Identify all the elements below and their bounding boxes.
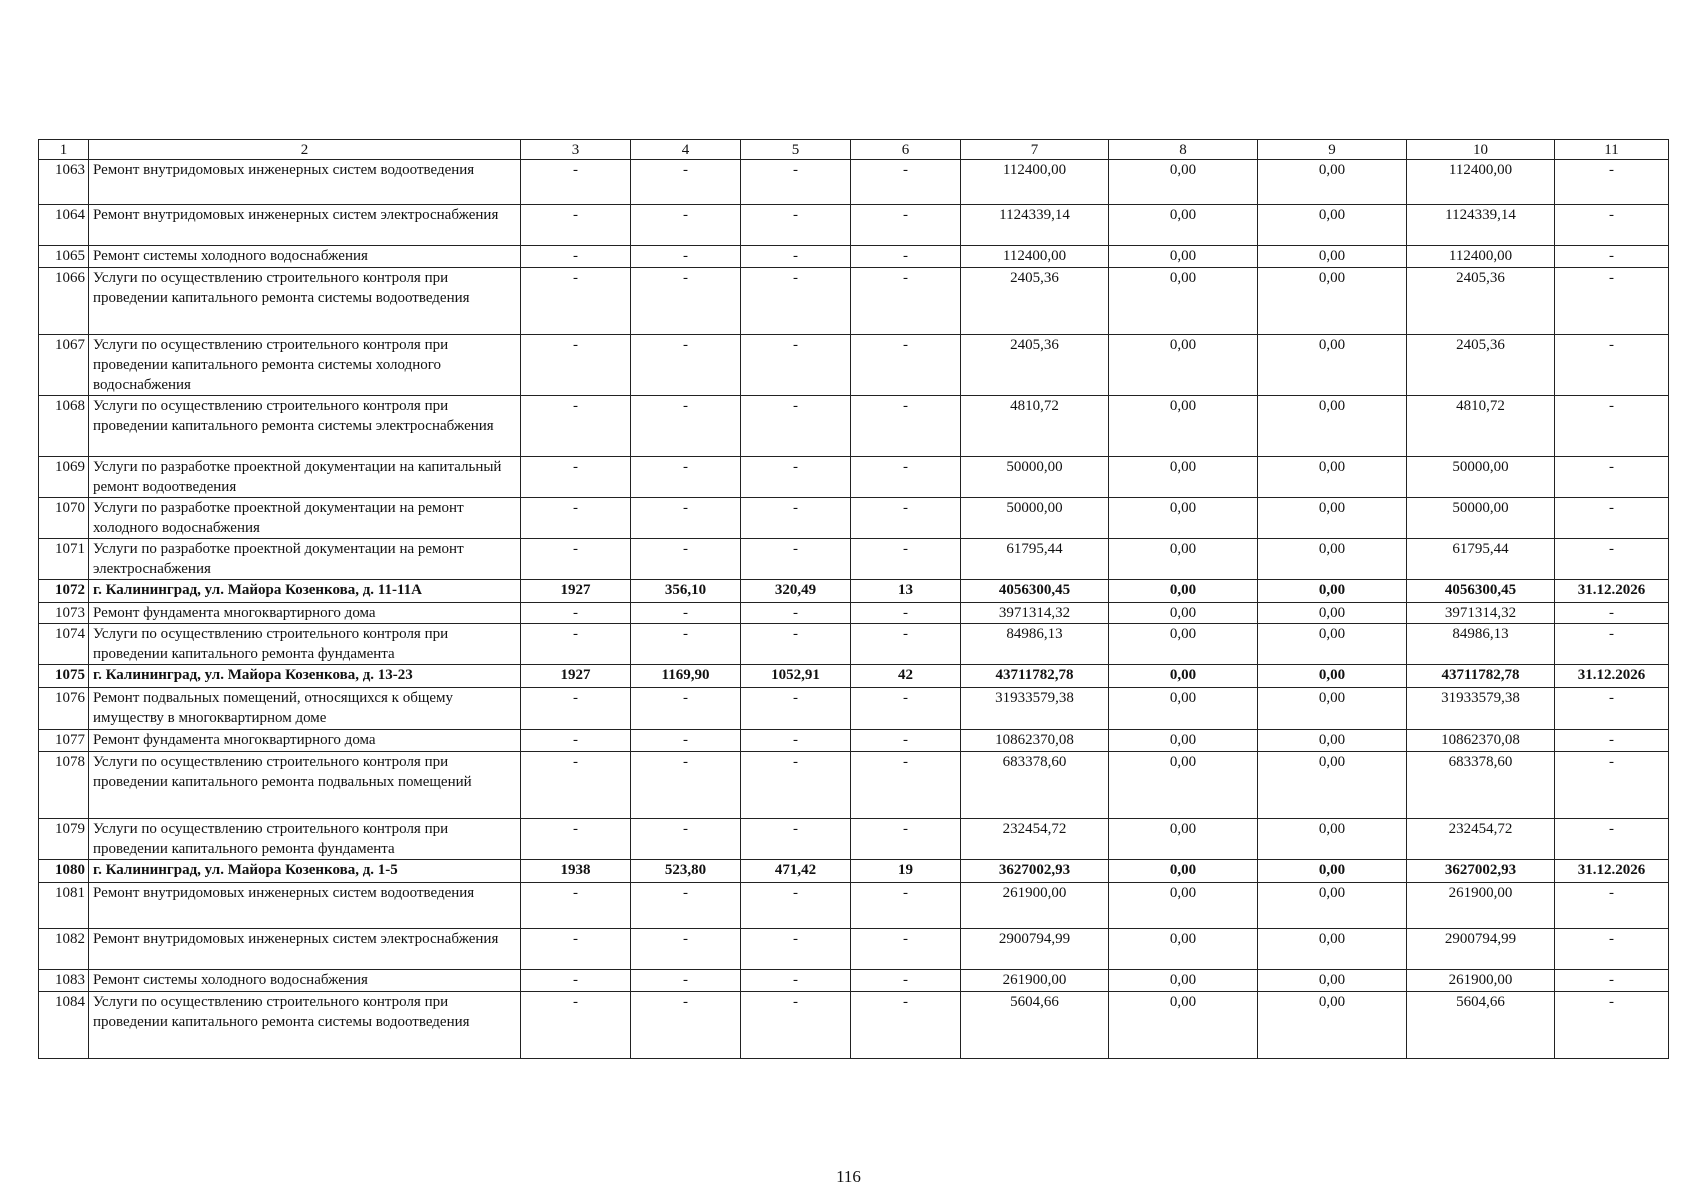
total-cost-cell: 50000,00 bbox=[961, 457, 1109, 498]
col8-cell: 0,00 bbox=[1109, 335, 1258, 396]
deadline-cell: 31.12.2026 bbox=[1555, 860, 1669, 883]
residents-cell: 13 bbox=[851, 580, 961, 603]
total-cost-cell: 232454,72 bbox=[961, 819, 1109, 860]
build-year-cell: 1938 bbox=[521, 860, 631, 883]
work-name-cell: Услуги по осуществлению строительного контроля при проведении капитального ремонта подвальных помещений bbox=[89, 752, 521, 819]
row-number-cell: 1069 bbox=[39, 457, 89, 498]
work-name-cell: Услуги по осуществлению строительного контроля при проведении капитального ремонта системы электроснабжения bbox=[89, 396, 521, 457]
total-cost-cell: 4056300,45 bbox=[961, 580, 1109, 603]
table-row bbox=[39, 688, 1669, 730]
build-year-cell: - bbox=[521, 819, 631, 860]
col9-cell: 0,00 bbox=[1258, 970, 1407, 992]
deadline-cell: - bbox=[1555, 752, 1669, 819]
deadline-cell: - bbox=[1555, 819, 1669, 860]
living-area-cell: - bbox=[741, 752, 851, 819]
deadline-cell: 31.12.2026 bbox=[1555, 580, 1669, 603]
col10-cell: 3971314,32 bbox=[1407, 603, 1555, 624]
residents-cell: - bbox=[851, 539, 961, 580]
build-year-cell: - bbox=[521, 752, 631, 819]
row-number-cell: 1080 bbox=[39, 860, 89, 883]
build-year-cell: - bbox=[521, 624, 631, 665]
table-row bbox=[39, 335, 1669, 396]
total-area-cell: - bbox=[631, 457, 741, 498]
total-area-cell: - bbox=[631, 539, 741, 580]
deadline-cell: - bbox=[1555, 246, 1669, 268]
col9-cell: 0,00 bbox=[1258, 929, 1407, 970]
col8-cell: 0,00 bbox=[1109, 624, 1258, 665]
col9-cell: 0,00 bbox=[1258, 603, 1407, 624]
col8-cell: 0,00 bbox=[1109, 688, 1258, 730]
row-number-cell: 1076 bbox=[39, 688, 89, 730]
col10-cell: 43711782,78 bbox=[1407, 665, 1555, 688]
col8-cell: 0,00 bbox=[1109, 498, 1258, 539]
residents-cell: 42 bbox=[851, 665, 961, 688]
total-cost-cell: 43711782,78 bbox=[961, 665, 1109, 688]
total-area-cell: - bbox=[631, 160, 741, 205]
total-cost-cell: 2405,36 bbox=[961, 268, 1109, 335]
row-number-cell: 1073 bbox=[39, 603, 89, 624]
total-cost-cell: 84986,13 bbox=[961, 624, 1109, 665]
col9-cell: 0,00 bbox=[1258, 730, 1407, 752]
total-cost-cell: 4810,72 bbox=[961, 396, 1109, 457]
row-number-cell: 1083 bbox=[39, 970, 89, 992]
residents-cell: - bbox=[851, 457, 961, 498]
table-row bbox=[39, 970, 1669, 992]
work-name-cell: Ремонт внутридомовых инженерных систем водоотведения bbox=[89, 883, 521, 929]
row-number-cell: 1064 bbox=[39, 205, 89, 246]
total-area-cell: - bbox=[631, 992, 741, 1059]
table-row bbox=[39, 860, 1669, 883]
row-number-cell: 1065 bbox=[39, 246, 89, 268]
row-number-cell: 1068 bbox=[39, 396, 89, 457]
residents-cell: - bbox=[851, 970, 961, 992]
living-area-cell: - bbox=[741, 624, 851, 665]
row-number-cell: 1063 bbox=[39, 160, 89, 205]
col9-cell: 0,00 bbox=[1258, 396, 1407, 457]
row-number-cell: 1071 bbox=[39, 539, 89, 580]
total-area-cell: 356,10 bbox=[631, 580, 741, 603]
total-area-cell: - bbox=[631, 498, 741, 539]
living-area-cell: - bbox=[741, 246, 851, 268]
table-row bbox=[39, 580, 1669, 603]
col10-cell: 50000,00 bbox=[1407, 457, 1555, 498]
work-name-cell: г. Калининград, ул. Майора Козенкова, д. 11-11А bbox=[89, 580, 521, 603]
table-row bbox=[39, 603, 1669, 624]
total-cost-cell: 261900,00 bbox=[961, 970, 1109, 992]
total-cost-cell: 683378,60 bbox=[961, 752, 1109, 819]
work-name-cell: Ремонт системы холодного водоснабжения bbox=[89, 970, 521, 992]
col9-cell: 0,00 bbox=[1258, 160, 1407, 205]
row-number-cell: 1074 bbox=[39, 624, 89, 665]
table-row bbox=[39, 539, 1669, 580]
build-year-cell: - bbox=[521, 246, 631, 268]
build-year-cell: - bbox=[521, 498, 631, 539]
total-area-cell: - bbox=[631, 268, 741, 335]
col8-cell: 0,00 bbox=[1109, 860, 1258, 883]
living-area-cell: - bbox=[741, 883, 851, 929]
work-name-cell: Ремонт внутридомовых инженерных систем электроснабжения bbox=[89, 205, 521, 246]
col10-cell: 4810,72 bbox=[1407, 396, 1555, 457]
build-year-cell: - bbox=[521, 205, 631, 246]
total-cost-cell: 10862370,08 bbox=[961, 730, 1109, 752]
table-row bbox=[39, 498, 1669, 539]
build-year-cell: - bbox=[521, 539, 631, 580]
deadline-cell: - bbox=[1555, 730, 1669, 752]
col8-cell: 0,00 bbox=[1109, 752, 1258, 819]
work-name-cell: Услуги по осуществлению строительного контроля при проведении капитального ремонта системы водоотведения bbox=[89, 992, 521, 1059]
total-area-cell: - bbox=[631, 929, 741, 970]
deadline-cell: - bbox=[1555, 539, 1669, 580]
col10-cell: 3627002,93 bbox=[1407, 860, 1555, 883]
col9-cell: 0,00 bbox=[1258, 205, 1407, 246]
deadline-cell: - bbox=[1555, 396, 1669, 457]
col9-cell: 0,00 bbox=[1258, 580, 1407, 603]
build-year-cell: - bbox=[521, 929, 631, 970]
header-col-8: 8 bbox=[1109, 140, 1258, 160]
residents-cell: - bbox=[851, 205, 961, 246]
header-col-2: 2 bbox=[89, 140, 521, 160]
build-year-cell: 1927 bbox=[521, 580, 631, 603]
col10-cell: 2405,36 bbox=[1407, 268, 1555, 335]
total-cost-cell: 50000,00 bbox=[961, 498, 1109, 539]
table-row bbox=[39, 752, 1669, 819]
col9-cell: 0,00 bbox=[1258, 883, 1407, 929]
table-row bbox=[39, 819, 1669, 860]
living-area-cell: - bbox=[741, 929, 851, 970]
work-name-cell: Ремонт системы холодного водоснабжения bbox=[89, 246, 521, 268]
residents-cell: - bbox=[851, 752, 961, 819]
col10-cell: 5604,66 bbox=[1407, 992, 1555, 1059]
col9-cell: 0,00 bbox=[1258, 624, 1407, 665]
living-area-cell: 320,49 bbox=[741, 580, 851, 603]
living-area-cell: - bbox=[741, 396, 851, 457]
work-name-cell: Услуги по разработке проектной документации на ремонт электроснабжения bbox=[89, 539, 521, 580]
col10-cell: 2900794,99 bbox=[1407, 929, 1555, 970]
col9-cell: 0,00 bbox=[1258, 457, 1407, 498]
col10-cell: 232454,72 bbox=[1407, 819, 1555, 860]
work-name-cell: г. Калининград, ул. Майора Козенкова, д. 13-23 bbox=[89, 665, 521, 688]
residents-cell: - bbox=[851, 246, 961, 268]
table-row bbox=[39, 730, 1669, 752]
col8-cell: 0,00 bbox=[1109, 268, 1258, 335]
col10-cell: 112400,00 bbox=[1407, 160, 1555, 205]
build-year-cell: - bbox=[521, 335, 631, 396]
build-year-cell: - bbox=[521, 992, 631, 1059]
row-number-cell: 1066 bbox=[39, 268, 89, 335]
table-row bbox=[39, 205, 1669, 246]
total-cost-cell: 3627002,93 bbox=[961, 860, 1109, 883]
residents-cell: - bbox=[851, 883, 961, 929]
work-name-cell: Услуги по осуществлению строительного контроля при проведении капитального ремонта фундамента bbox=[89, 819, 521, 860]
residents-cell: 19 bbox=[851, 860, 961, 883]
total-area-cell: - bbox=[631, 819, 741, 860]
col10-cell: 112400,00 bbox=[1407, 246, 1555, 268]
living-area-cell: - bbox=[741, 970, 851, 992]
residents-cell: - bbox=[851, 160, 961, 205]
col8-cell: 0,00 bbox=[1109, 539, 1258, 580]
build-year-cell: - bbox=[521, 396, 631, 457]
build-year-cell: - bbox=[521, 160, 631, 205]
living-area-cell: - bbox=[741, 335, 851, 396]
total-area-cell: 523,80 bbox=[631, 860, 741, 883]
total-cost-cell: 2405,36 bbox=[961, 335, 1109, 396]
row-number-cell: 1082 bbox=[39, 929, 89, 970]
col10-cell: 683378,60 bbox=[1407, 752, 1555, 819]
total-area-cell: - bbox=[631, 603, 741, 624]
header-col-6: 6 bbox=[851, 140, 961, 160]
deadline-cell: 31.12.2026 bbox=[1555, 665, 1669, 688]
row-number-cell: 1079 bbox=[39, 819, 89, 860]
header-col-11: 11 bbox=[1555, 140, 1669, 160]
residents-cell: - bbox=[851, 992, 961, 1059]
living-area-cell: - bbox=[741, 819, 851, 860]
col8-cell: 0,00 bbox=[1109, 246, 1258, 268]
build-year-cell: - bbox=[521, 688, 631, 730]
total-area-cell: - bbox=[631, 335, 741, 396]
col10-cell: 84986,13 bbox=[1407, 624, 1555, 665]
residents-cell: - bbox=[851, 688, 961, 730]
col9-cell: 0,00 bbox=[1258, 992, 1407, 1059]
col8-cell: 0,00 bbox=[1109, 603, 1258, 624]
table-row bbox=[39, 992, 1669, 1059]
total-area-cell: - bbox=[631, 730, 741, 752]
col8-cell: 0,00 bbox=[1109, 665, 1258, 688]
col10-cell: 261900,00 bbox=[1407, 883, 1555, 929]
build-year-cell: - bbox=[521, 457, 631, 498]
living-area-cell: 1052,91 bbox=[741, 665, 851, 688]
row-number-cell: 1078 bbox=[39, 752, 89, 819]
table-row bbox=[39, 665, 1669, 688]
row-number-cell: 1067 bbox=[39, 335, 89, 396]
total-cost-cell: 1124339,14 bbox=[961, 205, 1109, 246]
table-row bbox=[39, 457, 1669, 498]
col10-cell: 50000,00 bbox=[1407, 498, 1555, 539]
table-row bbox=[39, 396, 1669, 457]
col8-cell: 0,00 bbox=[1109, 580, 1258, 603]
residents-cell: - bbox=[851, 730, 961, 752]
residents-cell: - bbox=[851, 396, 961, 457]
residents-cell: - bbox=[851, 819, 961, 860]
build-year-cell: - bbox=[521, 730, 631, 752]
residents-cell: - bbox=[851, 268, 961, 335]
living-area-cell: - bbox=[741, 730, 851, 752]
col8-cell: 0,00 bbox=[1109, 160, 1258, 205]
deadline-cell: - bbox=[1555, 883, 1669, 929]
col10-cell: 2405,36 bbox=[1407, 335, 1555, 396]
col9-cell: 0,00 bbox=[1258, 539, 1407, 580]
total-area-cell: - bbox=[631, 688, 741, 730]
deadline-cell: - bbox=[1555, 335, 1669, 396]
total-cost-cell: 3971314,32 bbox=[961, 603, 1109, 624]
total-cost-cell: 5604,66 bbox=[961, 992, 1109, 1059]
residents-cell: - bbox=[851, 603, 961, 624]
row-number-cell: 1081 bbox=[39, 883, 89, 929]
work-name-cell: Ремонт внутридомовых инженерных систем электроснабжения bbox=[89, 929, 521, 970]
header-col-5: 5 bbox=[741, 140, 851, 160]
deadline-cell: - bbox=[1555, 992, 1669, 1059]
col9-cell: 0,00 bbox=[1258, 860, 1407, 883]
header-col-10: 10 bbox=[1407, 140, 1555, 160]
total-area-cell: - bbox=[631, 396, 741, 457]
col10-cell: 10862370,08 bbox=[1407, 730, 1555, 752]
residents-cell: - bbox=[851, 929, 961, 970]
living-area-cell: - bbox=[741, 603, 851, 624]
col8-cell: 0,00 bbox=[1109, 992, 1258, 1059]
deadline-cell: - bbox=[1555, 603, 1669, 624]
total-cost-cell: 2900794,99 bbox=[961, 929, 1109, 970]
work-name-cell: Ремонт фундамента многоквартирного дома bbox=[89, 603, 521, 624]
table-row bbox=[39, 268, 1669, 335]
row-number-cell: 1084 bbox=[39, 992, 89, 1059]
row-number-cell: 1077 bbox=[39, 730, 89, 752]
deadline-cell: - bbox=[1555, 457, 1669, 498]
col10-cell: 61795,44 bbox=[1407, 539, 1555, 580]
residents-cell: - bbox=[851, 624, 961, 665]
living-area-cell: - bbox=[741, 539, 851, 580]
total-area-cell: - bbox=[631, 205, 741, 246]
living-area-cell: - bbox=[741, 205, 851, 246]
col10-cell: 4056300,45 bbox=[1407, 580, 1555, 603]
total-cost-cell: 31933579,38 bbox=[961, 688, 1109, 730]
deadline-cell: - bbox=[1555, 624, 1669, 665]
works-table bbox=[38, 139, 1669, 1059]
table-body bbox=[39, 140, 1669, 1059]
build-year-cell: - bbox=[521, 883, 631, 929]
build-year-cell: - bbox=[521, 603, 631, 624]
residents-cell: - bbox=[851, 335, 961, 396]
deadline-cell: - bbox=[1555, 498, 1669, 539]
living-area-cell: 471,42 bbox=[741, 860, 851, 883]
build-year-cell: 1927 bbox=[521, 665, 631, 688]
deadline-cell: - bbox=[1555, 160, 1669, 205]
col9-cell: 0,00 bbox=[1258, 335, 1407, 396]
build-year-cell: - bbox=[521, 970, 631, 992]
deadline-cell: - bbox=[1555, 970, 1669, 992]
total-area-cell: - bbox=[631, 752, 741, 819]
living-area-cell: - bbox=[741, 268, 851, 335]
deadline-cell: - bbox=[1555, 929, 1669, 970]
deadline-cell: - bbox=[1555, 205, 1669, 246]
col9-cell: 0,00 bbox=[1258, 665, 1407, 688]
page-number: 116 bbox=[836, 1167, 861, 1186]
header-col-1: 1 bbox=[39, 140, 89, 160]
total-cost-cell: 261900,00 bbox=[961, 883, 1109, 929]
col8-cell: 0,00 bbox=[1109, 205, 1258, 246]
header-col-3: 3 bbox=[521, 140, 631, 160]
col9-cell: 0,00 bbox=[1258, 752, 1407, 819]
row-number-cell: 1070 bbox=[39, 498, 89, 539]
table-row bbox=[39, 246, 1669, 268]
row-number-cell: 1072 bbox=[39, 580, 89, 603]
table-row bbox=[39, 160, 1669, 205]
work-name-cell: Услуги по разработке проектной документации на ремонт холодного водоснабжения bbox=[89, 498, 521, 539]
living-area-cell: - bbox=[741, 160, 851, 205]
living-area-cell: - bbox=[741, 688, 851, 730]
total-area-cell: - bbox=[631, 246, 741, 268]
work-name-cell: Ремонт внутридомовых инженерных систем водоотведения bbox=[89, 160, 521, 205]
header-col-4: 4 bbox=[631, 140, 741, 160]
table-row bbox=[39, 883, 1669, 929]
column-number-header-row bbox=[39, 140, 1669, 160]
total-area-cell: - bbox=[631, 970, 741, 992]
table-row bbox=[39, 929, 1669, 970]
work-name-cell: Услуги по осуществлению строительного контроля при проведении капитального ремонта фундамента bbox=[89, 624, 521, 665]
col8-cell: 0,00 bbox=[1109, 730, 1258, 752]
header-col-7: 7 bbox=[961, 140, 1109, 160]
residents-cell: - bbox=[851, 498, 961, 539]
col9-cell: 0,00 bbox=[1258, 819, 1407, 860]
total-cost-cell: 61795,44 bbox=[961, 539, 1109, 580]
work-name-cell: Услуги по разработке проектной документации на капитальный ремонт водоотведения bbox=[89, 457, 521, 498]
living-area-cell: - bbox=[741, 992, 851, 1059]
work-name-cell: Услуги по осуществлению строительного контроля при проведении капитального ремонта системы холодного водоснабжения bbox=[89, 335, 521, 396]
total-cost-cell: 112400,00 bbox=[961, 246, 1109, 268]
work-name-cell: Ремонт подвальных помещений, относящихся к общему имуществу в многоквартирном доме bbox=[89, 688, 521, 730]
table-row bbox=[39, 624, 1669, 665]
total-area-cell: - bbox=[631, 883, 741, 929]
col9-cell: 0,00 bbox=[1258, 498, 1407, 539]
col8-cell: 0,00 bbox=[1109, 819, 1258, 860]
header-col-9: 9 bbox=[1258, 140, 1407, 160]
col10-cell: 31933579,38 bbox=[1407, 688, 1555, 730]
work-name-cell: Услуги по осуществлению строительного контроля при проведении капитального ремонта системы водоотведения bbox=[89, 268, 521, 335]
col9-cell: 0,00 bbox=[1258, 268, 1407, 335]
build-year-cell: - bbox=[521, 268, 631, 335]
deadline-cell: - bbox=[1555, 688, 1669, 730]
work-name-cell: г. Калининград, ул. Майора Козенкова, д. 1-5 bbox=[89, 860, 521, 883]
col8-cell: 0,00 bbox=[1109, 883, 1258, 929]
row-number-cell: 1075 bbox=[39, 665, 89, 688]
col10-cell: 1124339,14 bbox=[1407, 205, 1555, 246]
col8-cell: 0,00 bbox=[1109, 457, 1258, 498]
total-area-cell: - bbox=[631, 624, 741, 665]
deadline-cell: - bbox=[1555, 268, 1669, 335]
col8-cell: 0,00 bbox=[1109, 929, 1258, 970]
work-name-cell: Ремонт фундамента многоквартирного дома bbox=[89, 730, 521, 752]
col9-cell: 0,00 bbox=[1258, 688, 1407, 730]
living-area-cell: - bbox=[741, 498, 851, 539]
living-area-cell: - bbox=[741, 457, 851, 498]
col8-cell: 0,00 bbox=[1109, 396, 1258, 457]
col10-cell: 261900,00 bbox=[1407, 970, 1555, 992]
total-cost-cell: 112400,00 bbox=[961, 160, 1109, 205]
col9-cell: 0,00 bbox=[1258, 246, 1407, 268]
col8-cell: 0,00 bbox=[1109, 970, 1258, 992]
total-area-cell: 1169,90 bbox=[631, 665, 741, 688]
